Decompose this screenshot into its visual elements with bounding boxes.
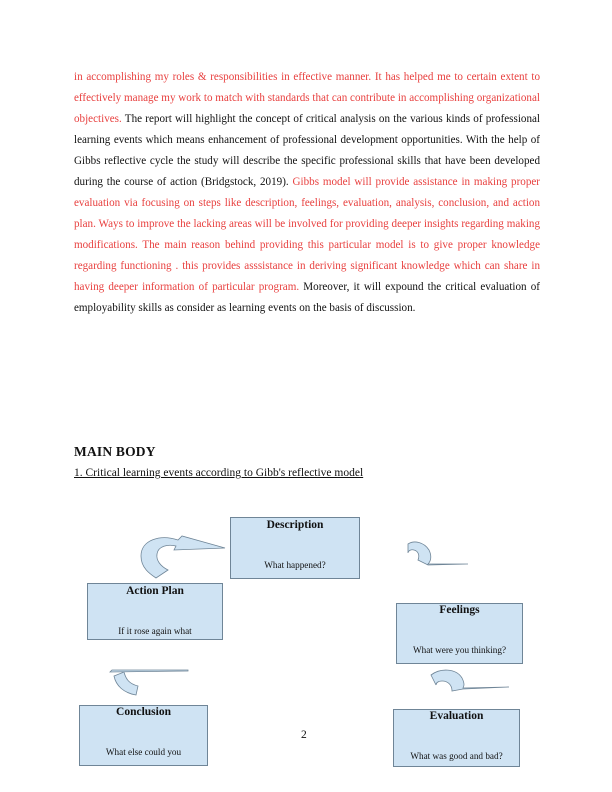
action-plan-box	[87, 583, 223, 640]
arrow-conclusion-to-action	[110, 670, 188, 695]
feelings-title: Feelings	[439, 604, 480, 616]
description-title: Description	[266, 519, 324, 531]
paragraph-segment-4: Moreover, it will expound the critical evaluation of employability skills as consider as learning events on the basis of discussion.	[74, 281, 540, 314]
evaluation-title: Evaluation	[429, 710, 484, 722]
conclusion-box	[79, 705, 208, 766]
page-number: 2	[301, 729, 307, 741]
action-plan-subtitle: If it rose again what	[118, 626, 192, 636]
intro-paragraph	[74, 67, 540, 319]
paragraph-segment-3: Gibbs model will provide assistance in making proper evaluation via focusing on steps like description, feelings, evaluation, analysis, conclusion, and action plan. Ways to improve the lacking areas will be involved for providing deeper insights regarding making modifications. The main reason behind providing this particular model is to give proper knowledge regarding functioning . this provides asssistance in deriving significant knowledge which can share in having deeper information of particular program.	[74, 176, 540, 293]
description-box	[230, 517, 360, 579]
paragraph-segment-2: The report will highlight the concept of critical analysis on the various kinds of professional learning events which means enhancement of professional development opportunities. With the help of Gibbs reflective cycle the study will describe the specific professional skills that have been developed during the course of action (Bridgstock, 2019).	[74, 113, 540, 188]
conclusion-subtitle: What else could you	[105, 747, 182, 757]
arrow-description-to-feelings	[408, 542, 468, 565]
paragraph-segment-1: in accomplishing my roles & responsibilities in effective manner. It has helped me to certain extent to effectively manage my work to match with standards that can contribute in accomplishing organizational objectives.	[74, 71, 540, 125]
evaluation-subtitle: What was good and bad?	[410, 751, 503, 761]
action-plan-title: Action Plan	[126, 585, 184, 597]
feelings-subtitle: What were you thinking?	[412, 645, 507, 655]
arrow-action-to-description	[141, 536, 225, 578]
section-subheading: 1. Critical learning events according to Gibb's reflective model	[74, 467, 364, 479]
main-body-heading: MAIN BODY	[74, 444, 156, 459]
feelings-box	[396, 603, 523, 664]
description-subtitle: What happened?	[264, 560, 326, 570]
conclusion-title: Conclusion	[116, 706, 171, 718]
arrow-feelings-to-evaluation	[431, 670, 509, 691]
evaluation-box	[393, 709, 520, 767]
